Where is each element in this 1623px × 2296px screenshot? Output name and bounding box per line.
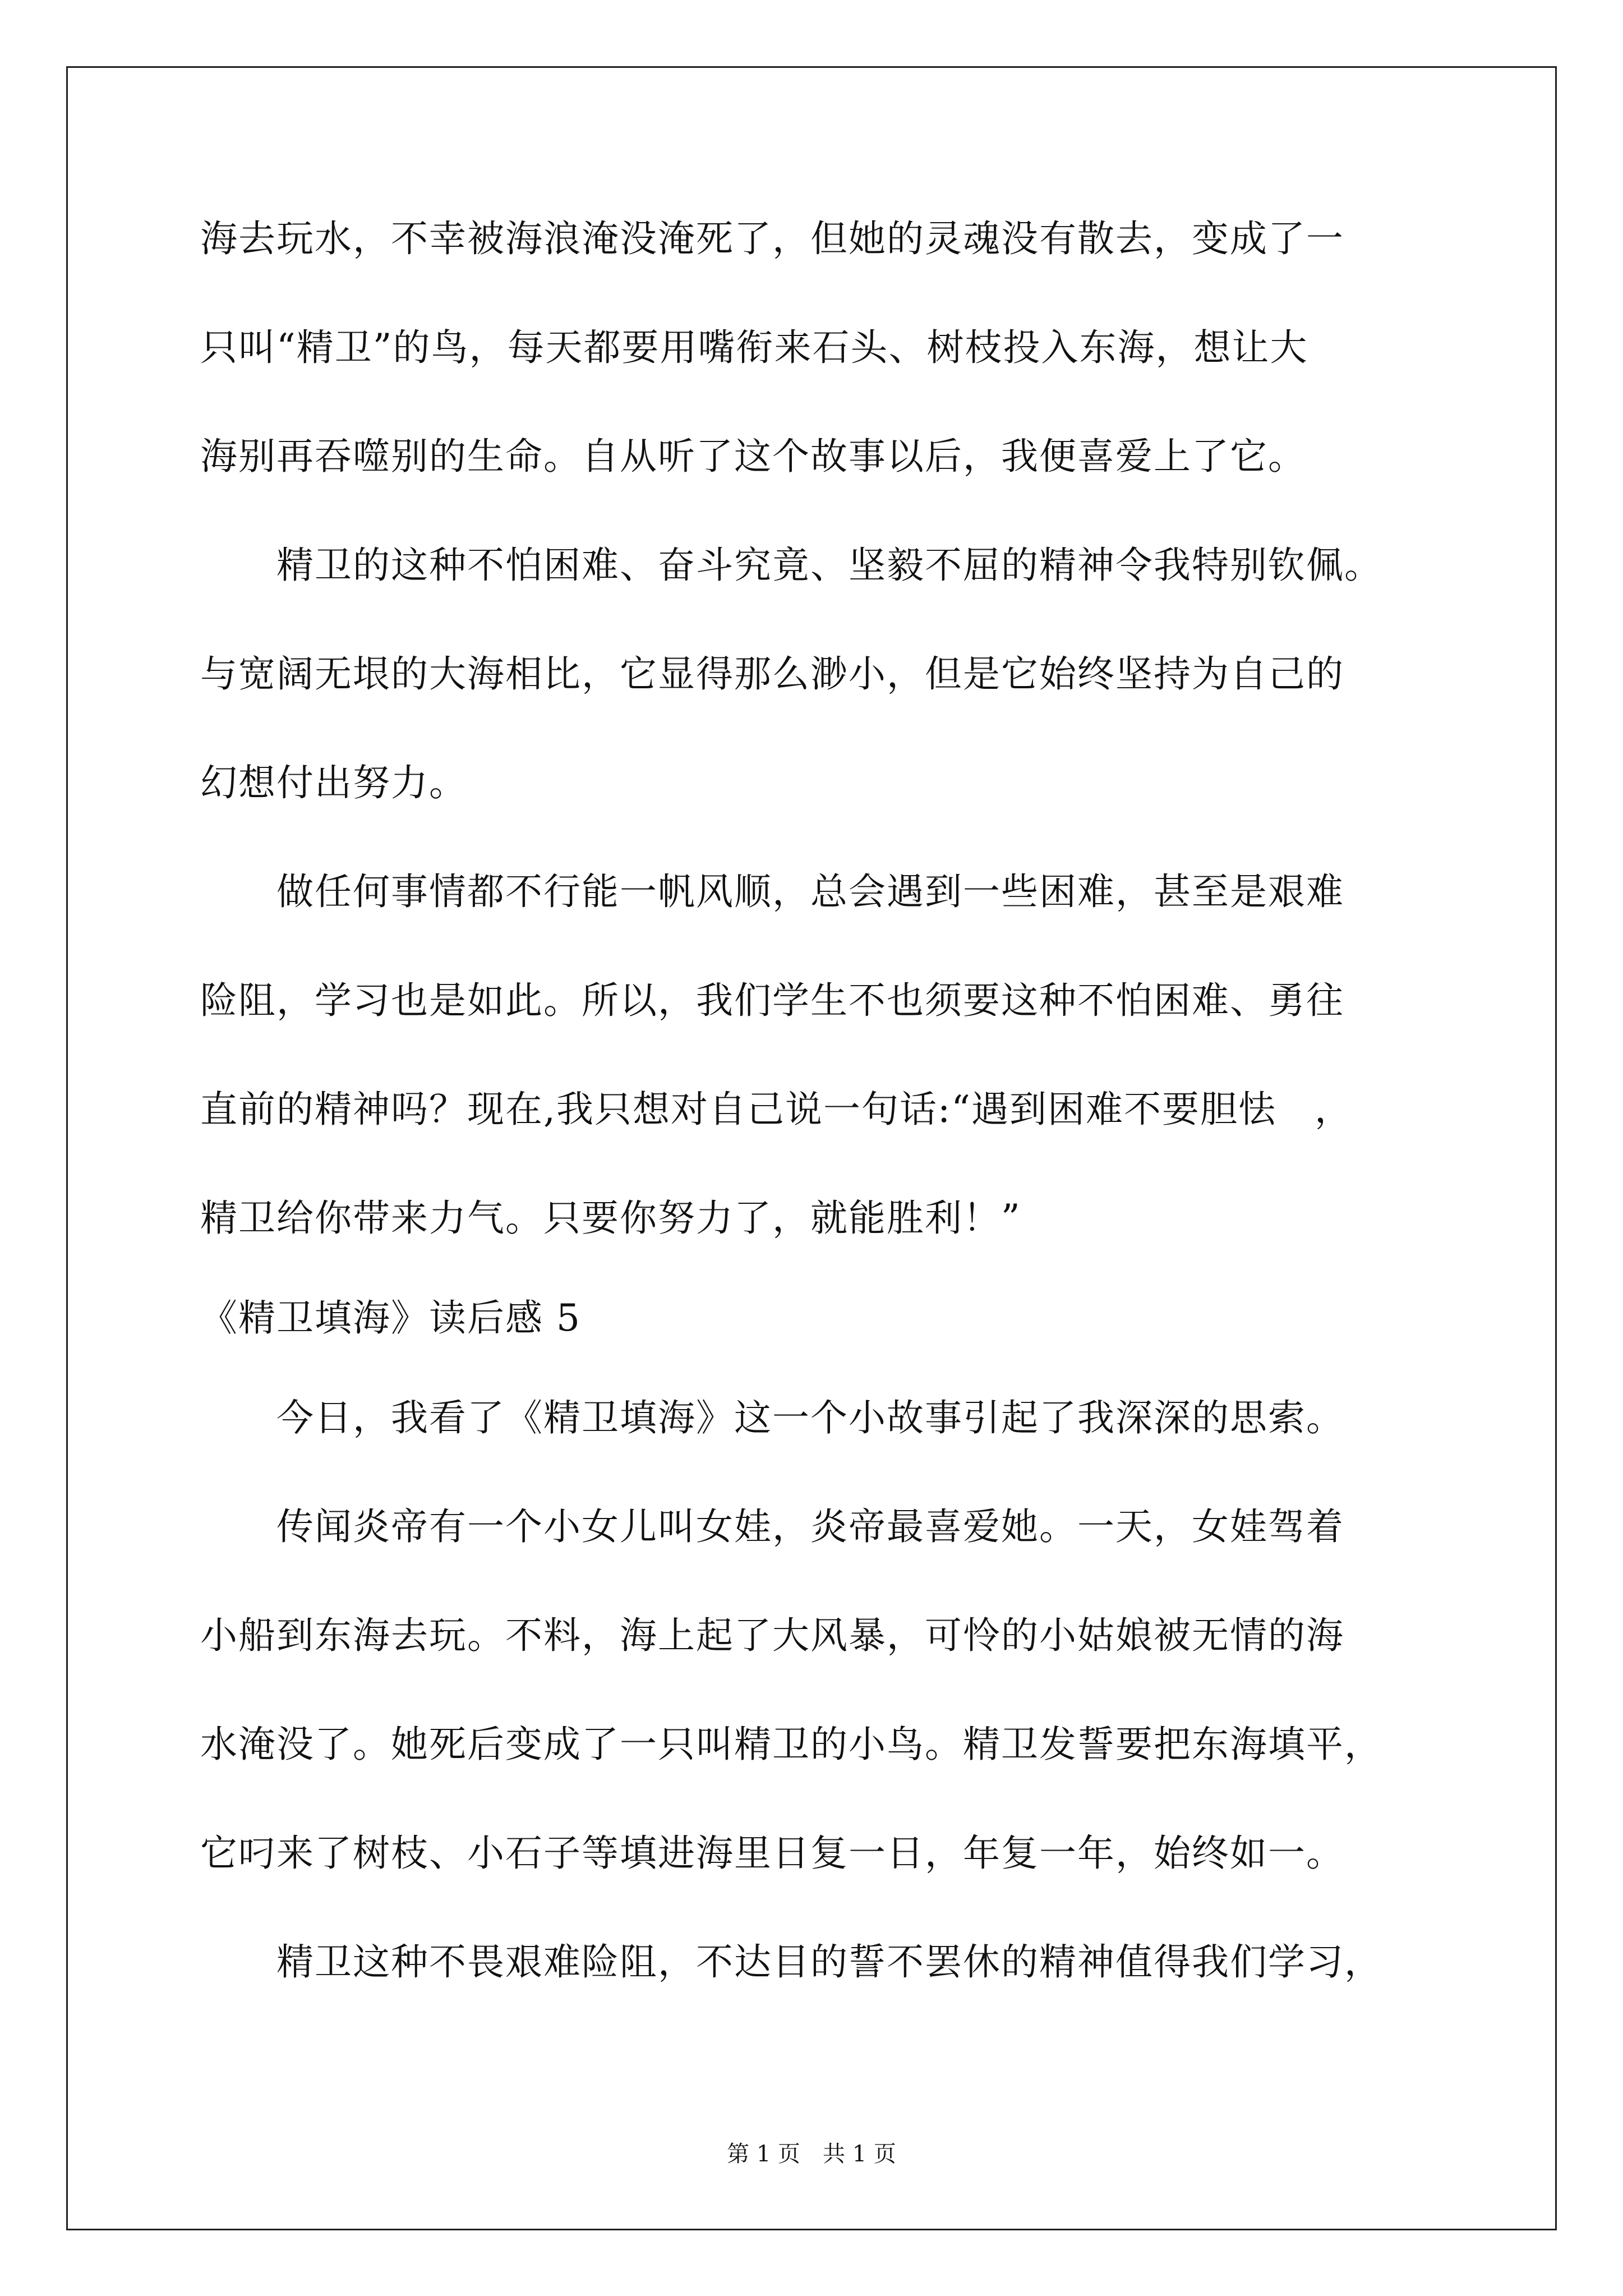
page-footer: 第 1 页 共 1 页 [727, 2141, 896, 2167]
body-line-2: 只叫“精卫”的鸟，每天都要用嘴衔来石头、树枝投入东海，想让大 [200, 326, 1308, 369]
body-line-10: 精卫给你带来力气。只要你努力了，就能胜利！” [200, 1197, 1021, 1240]
body-line-11: 今日，我看了《精卫填海》这一个小故事引起了我深深的思索。 [200, 1396, 1344, 1439]
body-line-8: 险阻，学习也是如此。所以，我们学生不也须要这种不怕困难、勇往 [200, 979, 1344, 1022]
section-heading: 《精卫填海》读后感 5 [200, 1296, 581, 1340]
body-line-14: 水淹没了。她死后变成了一只叫精卫的小鸟。精卫发誓要把东海填平， [200, 1723, 1382, 1766]
body-line-15: 它叼来了树枝、小石子等填进海里日复一日，年复一年，始终如一。 [200, 1832, 1344, 1875]
body-line-5: 与宽阔无垠的大海相比，它显得那么渺小，但是它始终坚持为自己的 [200, 652, 1344, 696]
body-line-7: 做任何事情都不行能一帆风顺，总会遇到一些困难，甚至是艰难 [200, 870, 1344, 913]
body-line-1: 海去玩水，不幸被海浪淹没淹死了，但她的灵魂没有散去，变成了一 [200, 217, 1344, 260]
page-border [66, 66, 1557, 2230]
body-line-4: 精卫的这种不怕困难、奋斗究竟、坚毅不屈的精神令我特别钦佩。 [200, 544, 1382, 587]
body-line-13: 小船到东海去玩。不料，海上起了大风暴，可怜的小姑娘被无情的海 [200, 1614, 1344, 1657]
body-line-12: 传闻炎帝有一个小女儿叫女娃，炎帝最喜爱她。一天，女娃驾着 [200, 1505, 1344, 1548]
body-line-9: 直前的精神吗？现在,我只想对自己说一句话:“遇到困难不要胆怯 ， [200, 1088, 1353, 1131]
body-line-16: 精卫这种不畏艰难险阻，不达目的誓不罢休的精神值得我们学习， [200, 1940, 1382, 1984]
body-line-3: 海别再吞噬别的生命。自从听了这个故事以后，我便喜爱上了它。 [200, 435, 1306, 478]
body-line-6: 幻想付出努力。 [200, 761, 467, 804]
